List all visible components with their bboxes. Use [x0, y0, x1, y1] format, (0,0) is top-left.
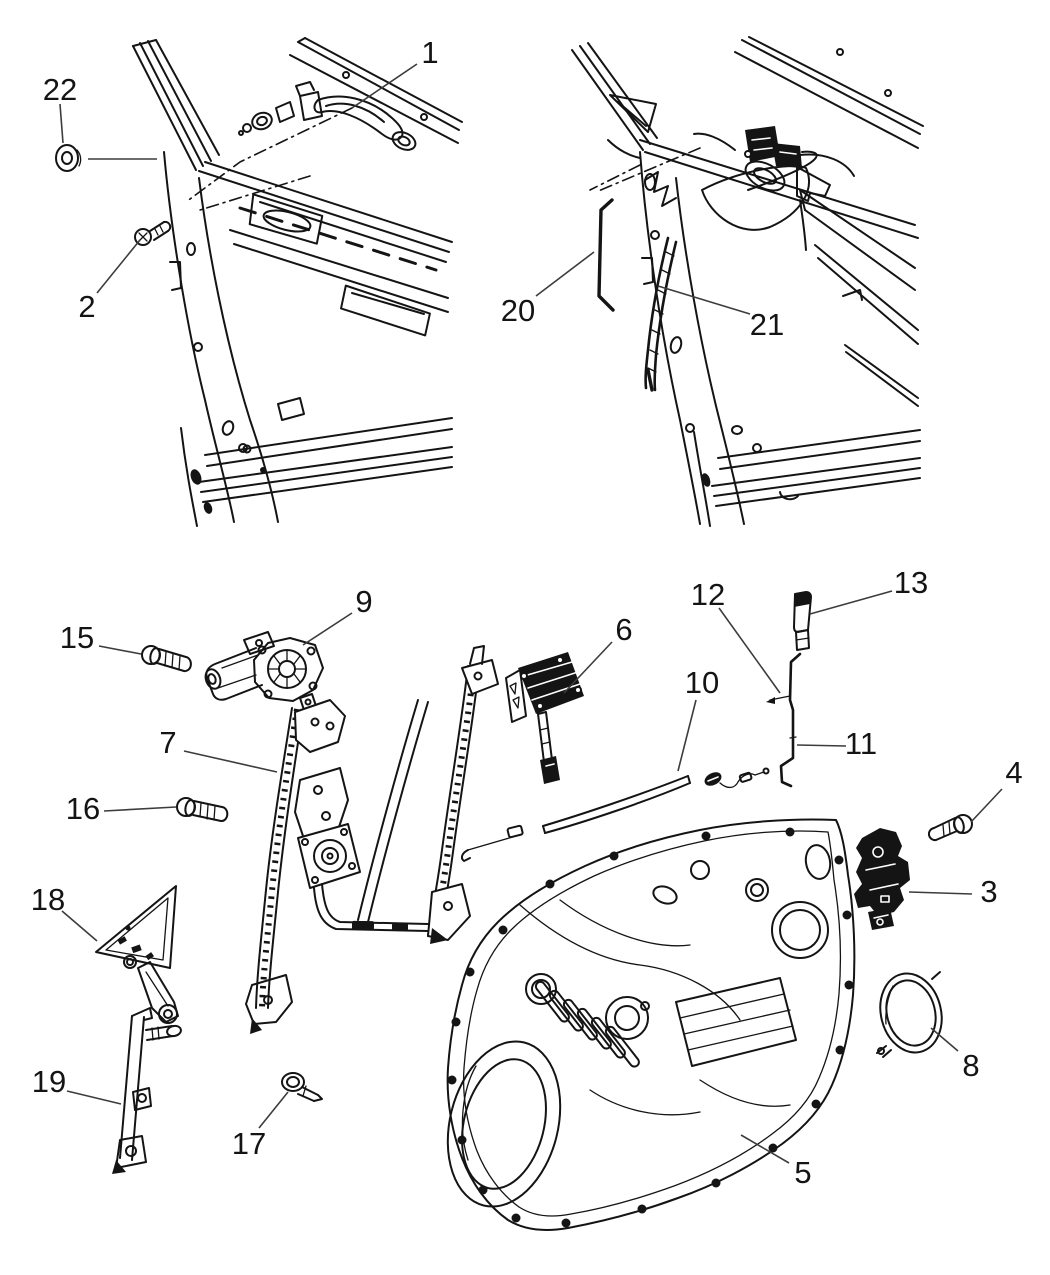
callout-5: 5: [794, 1155, 812, 1191]
callout-19: 19: [31, 1064, 67, 1100]
callout-20: 20: [500, 293, 536, 329]
callout-22: 22: [42, 72, 78, 108]
callout-21: 21: [749, 307, 785, 343]
callout-7: 7: [159, 725, 177, 761]
callout-2: 2: [78, 289, 96, 325]
leader-line-11: [797, 745, 846, 746]
callout-15: 15: [59, 620, 95, 656]
callout-9: 9: [355, 584, 373, 620]
callout-16: 16: [65, 791, 101, 827]
callout-12: 12: [690, 577, 726, 613]
callout-13: 13: [893, 565, 929, 601]
callout-17: 17: [231, 1126, 267, 1162]
callout-6: 6: [615, 612, 633, 648]
callout-3: 3: [980, 874, 998, 910]
callout-1: 1: [421, 35, 439, 71]
callout-18: 18: [30, 882, 66, 918]
callout-8: 8: [962, 1048, 980, 1084]
callout-11: 11: [844, 726, 878, 762]
callout-4: 4: [1005, 755, 1023, 791]
callout-10: 10: [684, 665, 720, 701]
